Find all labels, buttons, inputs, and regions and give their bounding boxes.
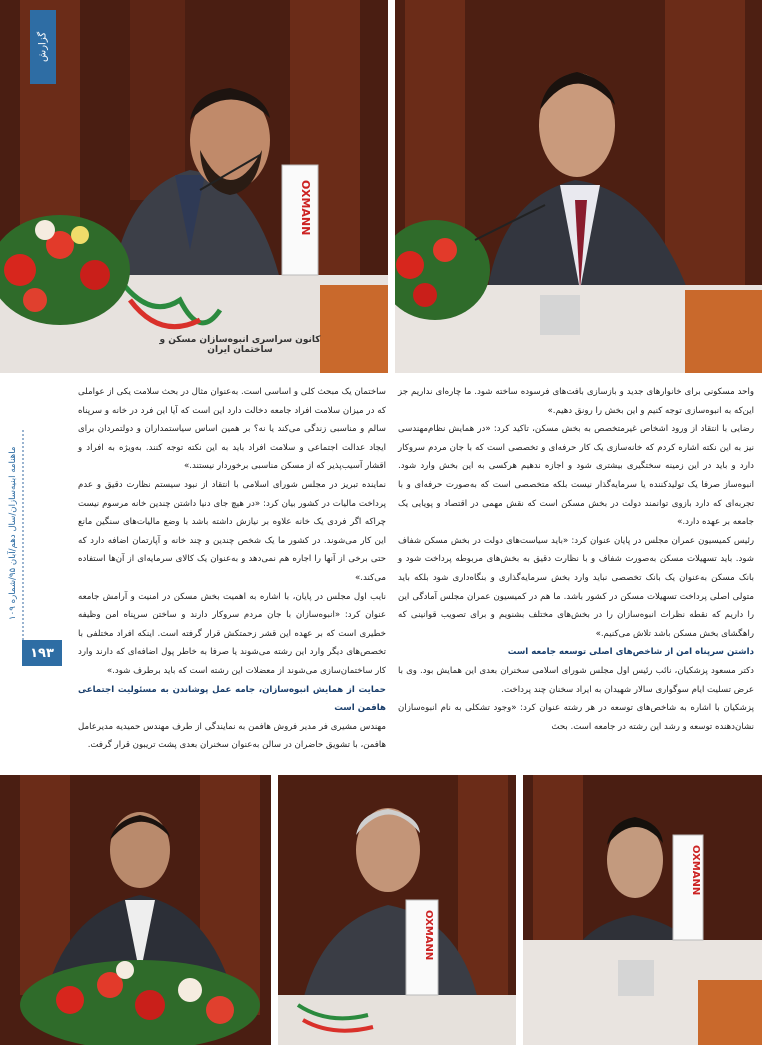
photo-speaker-4 bbox=[278, 775, 516, 1045]
paragraph: نماینده تبریز در مجلس شورای اسلامی با انتقاد از نبود سیستم نظارت دقیق و عدم پرداخت مالیات در کشور بیان کرد: «در هیچ جای دنیا داشتن چندین خانه مرسوم نیست چراکه اگر فردی یک خانه علاوه بر نیازش داشته باشد با وضع مالیات‌های سنگین مانع این کار می‌شوند. در کشور ما یک شخص چندین و چند خانه و آپارتمان اضافه دارد که حتی برخی از آنها را اجاره هم نمی‌دهد و به‌عنوان یک کالای سرمایه‌ای از آن‌ها استفاده می‌کند.» bbox=[78, 479, 386, 583]
podium-banner-1: کانون سراسری انبوه‌سازان مسکن و ساختمان ایران bbox=[159, 335, 321, 355]
paragraph: ساختمان یک مبحث کلی و اساسی است. به‌عنوان مثال در بحث سلامت یکی از عواملی که در میزان سلامت افراد جامعه دخالت دارد این است که آیا این فرد در خانه و سرپناه سالم و مناسبی زندگی می‌کند یا نه؟ بر همین اساس سیاستمداران و دولتمردان برای ایجاد عدالت اجتماعی و سلامت افراد باید به این نکته توجه کنند. به‌ویژه به افراد و اقشار آسیب‌پذیر که از مسکن مناسبی برخوردار نیستند.» bbox=[78, 387, 386, 472]
paragraph: دکتر مسعود پزشکیان، نائب رئیس اول مجلس شورای اسلامی سخنران بعدی این همایش بود. وی با عرض تسلیت ایام سوگواری سالار شهیدان به ایراد سخنان چند پرداخت. bbox=[398, 665, 754, 695]
paragraph: رضایی با انتقاد از ورود اشخاص غیرمتخصص به بخش مسکن، تاکید کرد: «در همایش نظام‌مهندسی نیز به این نکته اشاره کردم که خانه‌سازی یک کار حرفه‌ای و تخصصی است که با جان مردم سروکار دارد و باید در این زمینه سختگیری بیشتری شود و اجازه ندهیم هرکسی به این بخش وارد شود. انبوه‌ساز صرفا یک تولیدکننده یا سرمایه‌گذار نیست بلکه متخصصی است که به‌صورت حرفه‌ای و با تجربه‌ای که دارد بازوی توانمند دولت در بخش مسکن است که نقش مهمی در اقتصاد و پویایی یک جامعه بر عهده دارد.» bbox=[398, 424, 754, 528]
photo-speaker-2 bbox=[395, 0, 762, 373]
photo-speaker-5 bbox=[523, 775, 762, 1045]
paragraph: پزشکیان با اشاره به شاخص‌های توسعه در هر رشته عنوان کرد: «وجود تشکلی به نام انبوه‌سازان نشان‌دهنده توسعه و رشد این رشته در جامعه است. بحث bbox=[398, 703, 754, 732]
section-heading: داشتن سرپناه امن از شاخص‌های اصلی توسعه جامعه است bbox=[507, 647, 754, 658]
article-left-column bbox=[78, 383, 386, 755]
photo-speaker-3 bbox=[0, 775, 271, 1045]
paragraph: واحد مسکونی برای خانوارهای جدید و بازسازی بافت‌های فرسوده ساخته شود. ما چاره‌ای نداریم جز این‌که به انبوه‌سازی توجه کنیم و این بخش را رونق دهیم.» bbox=[398, 387, 754, 416]
issue-line: ماهنامه ابنیه‌سازان/سال دهم/آبان ۹۵/شماره ۱۰۹ bbox=[8, 446, 18, 620]
article-right-column bbox=[398, 383, 754, 736]
section-tag: گزارش bbox=[30, 10, 56, 84]
photo-speaker-1 bbox=[0, 0, 388, 373]
paragraph: نایب اول مجلس در پایان، با اشاره به اهمیت بخش مسکن در امنیت و آرامش جامعه عنوان کرد: «انبوه‌سازان با جان مردم سروکار دارند و ساختن سرپناه امن وظیفه خطیری است که بر عهده این قشر زحمتکش قرار گرفته است. اینکه افراد مختلفی با تخصص‌های دیگر وارد این رشته می‌شوند یا صرفا به خاطر پول اضافه‌ای که دارند وارد کار ساختمان‌سازی می‌شوند از معضلات این رشته است که باید برطرف شود.» bbox=[78, 591, 386, 676]
brand-logo-1: OXMANN bbox=[299, 180, 312, 236]
margin-divider bbox=[22, 430, 26, 640]
paragraph: مهندس مشیری فر مدیر فروش هافمن به نمایندگی از طرف مهندس حمیدیه مدیرعامل هافمن، با تشویق حاضران در سالن به‌عنوان سخنران بعدی پشت تریبون قرار گرفت. bbox=[78, 721, 386, 751]
page-number: ۱۹۳ bbox=[22, 640, 62, 666]
brand-logo-3: OXMANN bbox=[690, 845, 701, 896]
section-heading: حمایت از همایش انبوه‌سازان، جامه عمل پوشاندن به مسئولیت اجتماعی هافمن است bbox=[78, 684, 386, 714]
brand-logo-2: OXMANN bbox=[423, 910, 434, 961]
paragraph: رئیس کمیسیون عمران مجلس در پایان عنوان کرد: «باید سیاست‌های دولت در بخش مسکن شفاف شود. باید تسهیلات مسکن به‌صورت شفاف و با نظارت دقیق به بخش‌های مربوطه پرداخت شود و بانک مسکن به‌عنوان یک بانک تخصصی نباید وارد بخش سرمایه‌گذاری و بنگاه‌داری شود بلکه باید متولی اصلی پرداخت تسهیلات مسکن در کشور باشد. ما هم در کمیسیون عمران مجلس آمادگی این را داریم که نقطه نظرات انبوه‌سازان را در بخش‌های مختلف بشنویم و برای تصویب قوانینی که راهگشای بخش مسکن باشد تلاش می‌کنیم.» bbox=[398, 535, 754, 639]
